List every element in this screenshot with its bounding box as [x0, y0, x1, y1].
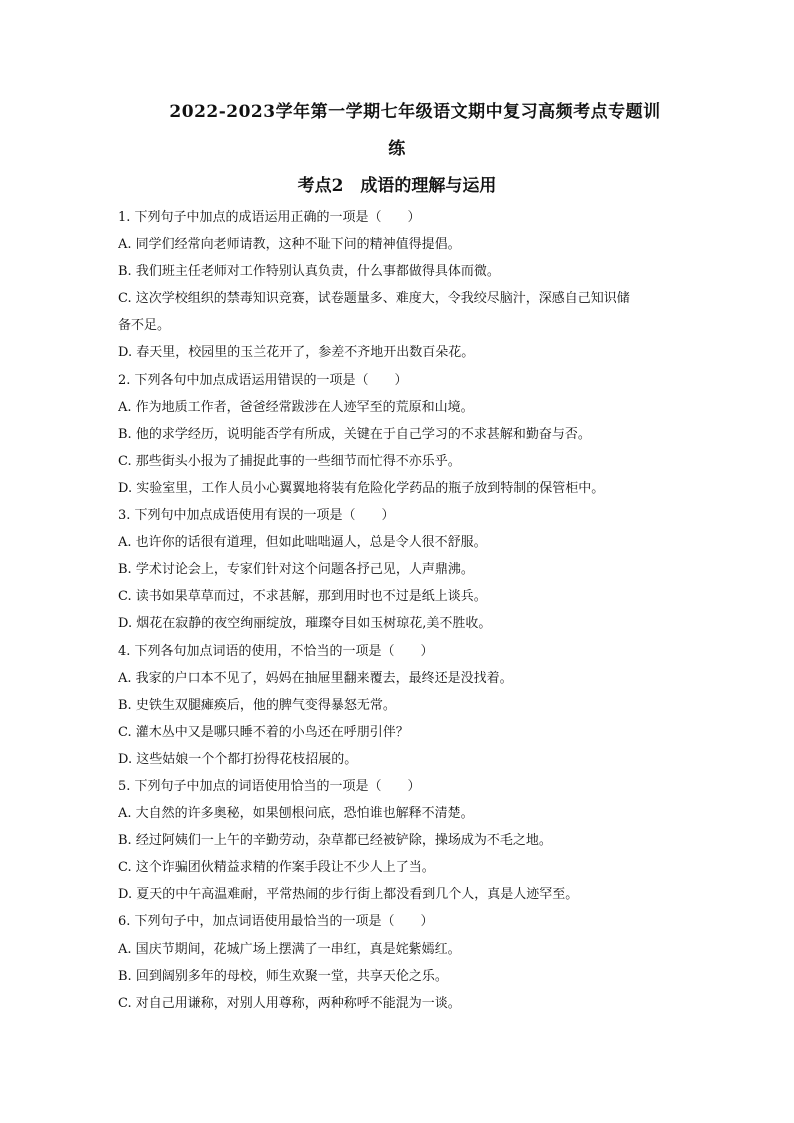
question-4-option-d: D. 这些姑娘一个个都打扮得花枝招展的。: [118, 751, 358, 767]
question-4-option-c: C. 灌木丛中又是哪只睡不着的小鸟还在呼朋引伴？: [118, 724, 409, 740]
question-2-option-c: C. 那些街头小报为了捕捉此事的一些细节而忙得不亦乐乎。: [118, 453, 461, 469]
question-6-option-b: B. 回到阔别多年的母校，师生欢聚一堂，共享天伦之乐。: [118, 968, 448, 984]
question-6-option-a: A. 国庆节期间，花城广场上摆满了一串红，真是姹紫嫣红。: [118, 941, 461, 957]
document-title-line-1: 2022-2023学年第一学期七年级语文期中复习高频考点专题训: [169, 102, 661, 122]
question-2-option-b: B. 他的求学经历，说明能否学有所成，关键在于自己学习的不求甚解和勤奋与否。: [118, 426, 591, 442]
question-1-option-a: A. 同学们经常向老师请教，这种不耻下问的精神值得提倡。: [118, 237, 461, 253]
question-3-option-a: A. 也许你的话很有道理，但如此咄咄逼人，总是令人很不舒服。: [118, 535, 487, 551]
question-2-option-d: D. 实验室里，工作人员小心翼翼地将装有危险化学药品的瓶子放到特制的保管柜中。: [118, 480, 605, 496]
question-5-option-b: B. 经过阿姨们一上午的辛勤劳动，杂草都已经被铲除，操场成为不毛之地。: [118, 833, 552, 849]
question-2-option-a: A. 作为地质工作者，爸爸经常跋涉在人迹罕至的荒原和山境。: [118, 399, 474, 415]
question-1-option-b: B. 我们班主任老师对工作特别认真负责，什么事都做得具体而微。: [118, 264, 500, 280]
question-5-option-a: A. 大自然的许多奥秘，如果刨根问底，恐怕谁也解释不清楚。: [118, 806, 474, 822]
question-1-option-c: C. 这次学校组织的禁毒知识竞赛，试卷题量多、难度大，令我绞尽脑汁，深感自己知识储: [118, 291, 630, 307]
question-3-option-d: D. 烟花在寂静的夜空绚丽绽放，璀璨夺目如玉树琼花,美不胜收。: [118, 616, 492, 632]
question-4-option-a: A. 我家的户口本不见了，妈妈在抽屉里翻来覆去，最终还是没找着。: [118, 670, 513, 686]
question-1-option-c-continued: 备不足。: [118, 318, 171, 334]
question-5-option-d: D. 夏天的中午高温难耐，平常热闹的步行街上都没看到几个人，真是人迹罕至。: [118, 887, 579, 903]
question-1-option-d: D. 春天里，校园里的玉兰花开了，参差不齐地开出数百朵花。: [118, 345, 475, 361]
question-4-option-b: B. 史铁生双腿瘫痪后，他的脾气变得暴怒无常。: [118, 697, 396, 713]
question-4-stem: 4. 下列各句加点词语的使用，不恰当的一项是（ ）: [118, 643, 434, 659]
question-6-option-c: C. 对自己用谦称，对别人用尊称，两种称呼不能混为一谈。: [118, 995, 461, 1011]
question-list: [118, 204, 678, 1017]
question-1-stem: 1. 下列句子中加点的成语运用正确的一项是（ ）: [118, 210, 421, 225]
question-5-option-c: C. 这个诈骗团伙精益求精的作案手段让不少人上了当。: [118, 860, 435, 876]
question-3-option-c: C. 读书如果草草而过，不求甚解，那到用时也不过是纸上谈兵。: [118, 589, 487, 605]
document-title-line-2: 练: [388, 139, 406, 159]
question-3-stem: 3. 下列句中加点成语使用有误的一项是（ ）: [118, 508, 395, 524]
question-3-option-b: B. 学术讨论会上，专家们针对这个问题各抒己见，人声鼎沸。: [118, 562, 474, 578]
question-5-stem: 5. 下列句子中加点的词语使用恰当的一项是（ ）: [118, 778, 421, 794]
question-2-stem: 2. 下列各句中加点成语运用错误的一项是（ ）: [118, 372, 408, 388]
question-6-stem: 6. 下列句子中，加点词语使用最恰当的一项是（ ）: [118, 914, 434, 930]
section-subtitle: 考点2 成语的理解与运用: [297, 176, 497, 196]
